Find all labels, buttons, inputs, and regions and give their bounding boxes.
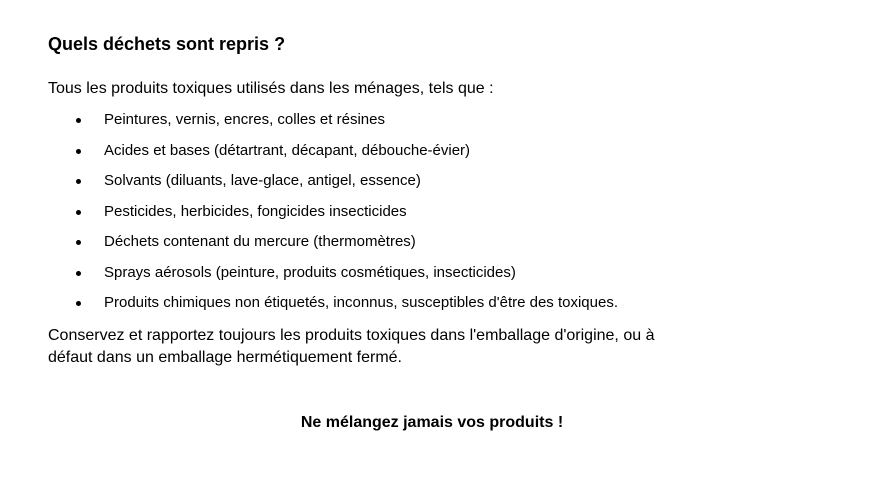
list-item-text: Peintures, vernis, encres, colles et résines	[104, 111, 385, 128]
list-item	[48, 171, 618, 202]
bullet-icon	[76, 118, 81, 123]
list-item	[48, 110, 618, 141]
intro-text: Tous les produits toxiques utilisés dans les ménages, tels que :	[48, 80, 494, 97]
bullet-icon	[76, 240, 81, 245]
list-item-text: Produits chimiques non étiquetés, inconnus, susceptibles d'être des toxiques.	[104, 294, 618, 311]
list-item-text: Acides et bases (détartrant, décapant, débouche-évier)	[104, 141, 471, 159]
warning-text: Ne mélangez jamais vos produits !	[300, 414, 564, 431]
bullet-icon	[76, 179, 81, 184]
list-item-text: Solvants (diluants, lave-glace, antigel, essence)	[104, 172, 421, 189]
bullet-icon	[76, 149, 81, 154]
waste-list	[48, 110, 618, 324]
list-item-text: Sprays aérosols (peinture, produits cosmétiques, insecticides)	[104, 263, 516, 281]
bullet-icon	[76, 271, 81, 276]
bullet-icon	[76, 301, 81, 306]
page-title: Quels déchets sont repris ?	[48, 34, 286, 54]
list-item	[48, 263, 618, 294]
conclusion-line-2: défaut dans un emballage hermétiquement fermé.	[48, 349, 402, 366]
conclusion-paragraph	[48, 325, 828, 369]
list-item-text: Déchets contenant du mercure (thermomètres)	[104, 233, 416, 250]
list-item	[48, 141, 618, 172]
conclusion-line-1: Conservez et rapportez toujours les produits toxiques dans l'emballage d'origine, ou à	[48, 327, 655, 344]
list-item-text: Pesticides, herbicides, fongicides insecticides	[104, 202, 407, 220]
list-item	[48, 232, 618, 263]
bullet-icon	[76, 210, 81, 215]
list-item	[48, 202, 618, 233]
list-item	[48, 293, 618, 324]
